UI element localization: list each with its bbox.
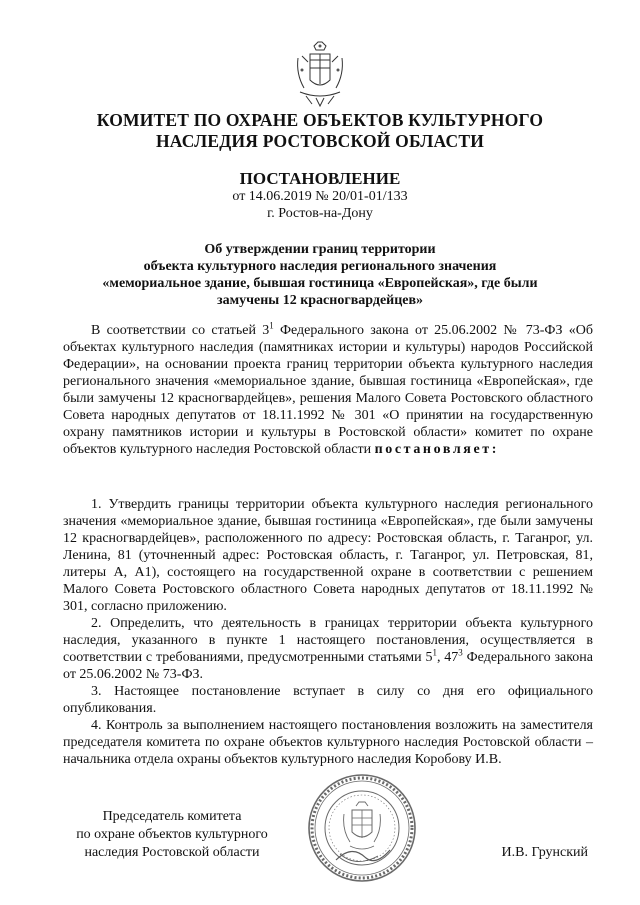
signatory-name: И.В. Грунский [501, 845, 588, 860]
subject-line-2: объекта культурного наследия регионального значения [143, 259, 497, 274]
intro-sup-1: 1 [269, 320, 274, 331]
org-line-1: КОМИТЕТ ПО ОХРАНЕ ОБЪЕКТОВ КУЛЬТУРНОГО [96, 110, 544, 130]
subject-line-1: Об утверждении границ территории [204, 242, 436, 257]
position-line-3: наследия Ростовской области [84, 845, 260, 860]
item-2 [63, 615, 593, 683]
organization-name [60, 110, 580, 152]
intro-part-2: Федерального закона от 25.06.2002 № 73-ФЗ «Об объектах культурного наследия (памятниках истории и культуры) народов Российской Федерации», на основании проекта границ территории объекта культурного наследия регионального значения «мемориальное здание, бывшая гостиница «Европейская», где были замучены 12 красногвардейцев», решения Малого Совета Ростовского областного Совета народных депутатов от 18.11.1992 № 301 «О принятии на государственную охрану памятников истории и культуры в Ростовской области» комитет по охране объектов культурного наследия Ростовской области [63, 323, 593, 457]
date-number: от 14.06.2019 № 20/01-01/133 [232, 189, 408, 204]
org-line-2: НАСЛЕДИЯ РОСТОВСКОЙ ОБЛАСТИ [155, 131, 485, 151]
intro-paragraph [63, 322, 593, 458]
signatory-position [62, 808, 282, 862]
item-2-sup-2: 3 [458, 647, 463, 658]
position-line-1: Председатель комитета [102, 809, 242, 824]
subject-line-3: «мемориальное здание, бывшая гостиница «Европейская», где были [102, 276, 538, 291]
intro-part-1: В соответствии со статьей 3 [91, 323, 270, 338]
coat-of-arms-icon [292, 40, 348, 108]
position-line-2: по охране объектов культурного [76, 827, 268, 842]
decree-subject [60, 241, 580, 309]
document-meta [60, 188, 580, 222]
city: г. Ростов-на-Дону [267, 206, 373, 221]
item-3: 3. Настоящее постановление вступает в силу со дня его официального опубликования. [63, 684, 593, 716]
decree-word: постановляет: [374, 442, 499, 457]
item-1: 1. Утвердить границы территории объекта культурного наследия регионального значения «мемориальное здание, бывшая гостиница «Европейская», где были замучены 12 красногвардейцев», расположенного по адресу: Ростовская область, г. Таганрог, ул. Ленина, 81 (уточненный адрес: Ростовская область, г. Таганрог, ул. Петровская, 81, литеры А, А1), состоящего на государственной охране в соответствии с решением Малого Совета Ростовского областного Совета народных депутатов от 18.11.1992 № 301, согласно приложению. [63, 497, 593, 614]
decree-items [63, 496, 593, 768]
item-4: 4. Контроль за выполнением настоящего постановления возложить на заместителя председателя комитета по охране объектов культурного наследия Ростовской области – начальника отдела охраны объектов культурного наследия Коробову И.В. [63, 718, 593, 767]
item-2-part-1: 2. Определить, что деятельность в границах территории объекта культурного наследия, указанного в пункте 1 настоящего постановления, осуществляется в соответствии с требованиями, предусмотренными статьями 5 [63, 616, 593, 665]
item-2-sup-1: 1 [432, 647, 437, 658]
intro-text [63, 322, 593, 458]
document-type: ПОСТАНОВЛЕНИЕ [239, 169, 401, 188]
item-2-part-3: Федерального закона от 25.06.2002 № 73-ФЗ. [63, 650, 594, 682]
official-seal-icon [306, 772, 418, 884]
subject-line-4: замучены 12 красногвардейцев» [216, 293, 424, 308]
item-2-part-2: , 47 [436, 650, 459, 665]
